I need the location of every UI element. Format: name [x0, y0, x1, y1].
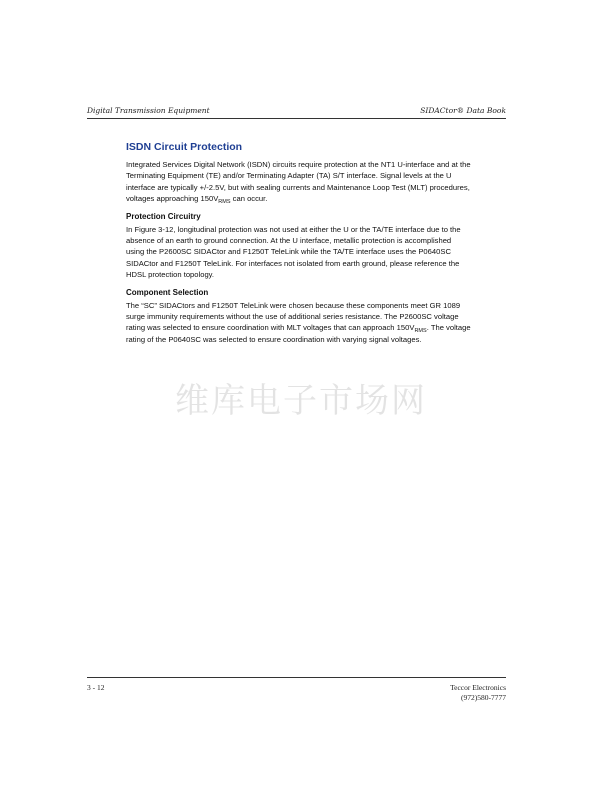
watermark: 维库电子市场网	[175, 381, 427, 421]
component-text-before: The “SC” SIDACtors and F1250T TeleLink were chosen because these components meet GR 1089 surge immunity requirements without the use of additional series resistance. The P2600SC voltage rating was selected to ensure coordination with MLT voltages that can approach 150V	[126, 300, 461, 333]
footer-phone: (972)580-7777	[461, 693, 506, 702]
intro-subscript: RMS	[218, 199, 231, 206]
header-left-title: Digital Transmission Equipment	[87, 106, 210, 115]
component-paragraph	[126, 300, 471, 346]
footer-divider	[87, 677, 506, 678]
header-divider	[87, 118, 506, 119]
intro-text-after: can occur.	[230, 194, 268, 204]
intro-paragraph	[126, 159, 471, 205]
component-heading: Component Selection	[126, 287, 209, 297]
protection-heading: Protection Circuitry	[126, 211, 201, 221]
component-text-after: . The voltage rating of the P0640SC was selected to ensure coordination with varying signal voltages.	[126, 323, 471, 344]
component-subscript: RMS	[414, 328, 427, 335]
header-right-title: SIDACtor® Data Book	[420, 106, 506, 115]
intro-text-before: Integrated Services Digital Network (ISDN) circuits require protection at the NT1 U-interface and at the Terminating Equipment (TE) and/or Terminating Adapter (TA) S/T interface. Signal levels at the U interface are typically +/-2.5V, but with sealing currents and Maintenance Loop Test (MLT) procedures, voltages approaching 150V	[126, 160, 471, 204]
main-content	[126, 141, 471, 351]
section-title: ISDN Circuit Protection	[126, 141, 243, 153]
footer-company: Teccor Electronics	[450, 683, 506, 692]
page-number: 3 - 12	[87, 683, 105, 692]
protection-paragraph: In Figure 3-12, longitudinal protection was not used at either the U or the TA/TE interface due to the absence of an earth to ground connection. At the U interface, metallic protection is accomplished using the P2600SC SIDACtor and F1250T TeleLink while the TA/TE interface uses the P0640SC SIDACtor and F1250T TeleLink. For interfaces not isolated from earth ground, please reference the HDSL protection topology.	[126, 224, 461, 280]
footer-contact	[450, 683, 506, 703]
